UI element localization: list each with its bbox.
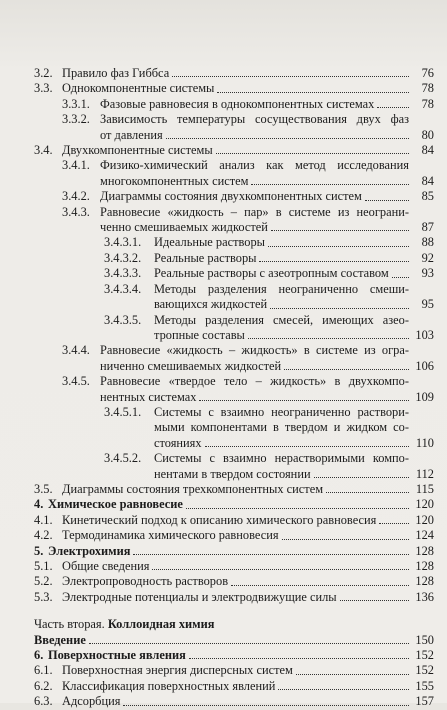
toc-title: Химическое равновесие (48, 497, 183, 512)
dot-leader (123, 705, 409, 706)
toc-page: 110 (415, 435, 434, 450)
toc-number: 3.4.3.4. (104, 281, 142, 296)
toc-title-line: нентами в твердом состоянии (154, 466, 311, 481)
toc-number: 3.3.1. (62, 96, 90, 111)
dot-leader (270, 308, 409, 309)
toc-title: Диаграммы состояния двухкомпонентных систем (100, 189, 362, 204)
toc-entry (34, 559, 434, 574)
toc-entry (34, 343, 434, 374)
dot-leader (231, 585, 409, 586)
part-title: Коллоидная химия (107, 617, 215, 632)
toc-chapter (34, 544, 434, 559)
toc-title-line: вающихся жидкостей (154, 297, 268, 312)
toc-number: 3.4.5.1. (104, 404, 142, 419)
toc-number: 3.4.5. (62, 374, 90, 389)
toc-entry (34, 266, 434, 281)
toc-title-line: ниченно смешиваемых жидкостей (100, 358, 282, 373)
toc-title-line: стояниях (154, 435, 202, 450)
toc-page: 155 (415, 678, 434, 693)
toc-page: 109 (415, 389, 434, 404)
toc-number: 3.3.2. (62, 112, 90, 127)
toc-number: 3.2. (34, 66, 53, 80)
toc-entry (34, 205, 434, 236)
toc-page: 112 (415, 466, 434, 481)
toc-number: 3.4.3.3. (104, 266, 142, 281)
toc-number: 3.3. (34, 81, 53, 96)
toc-number: 3.4.1. (62, 158, 90, 173)
dot-leader (377, 107, 409, 108)
toc-number: 3.4.2. (62, 189, 90, 204)
toc-title-line: Методы разделения смесей, имеющих азео- (154, 312, 409, 327)
dot-leader (89, 643, 409, 644)
dot-leader (365, 200, 409, 201)
toc-page: 136 (415, 589, 434, 604)
toc-entry (34, 235, 434, 250)
dot-leader (217, 92, 409, 93)
toc-page: 84 (421, 143, 434, 158)
toc-title: Однокомпонентные системы (62, 81, 215, 96)
toc-title-line: нентных системах (100, 389, 197, 404)
dot-leader (248, 338, 409, 339)
toc-entry (34, 66, 434, 81)
dot-leader (284, 369, 409, 370)
toc-title-line: тропные составы (154, 327, 245, 342)
toc-entry (34, 694, 434, 709)
toc-entry (34, 112, 434, 143)
toc-number: 5.3. (34, 589, 53, 604)
toc-entry (34, 143, 434, 158)
toc-entry (34, 189, 434, 204)
dot-leader (271, 230, 409, 231)
toc-title-line: Физико-химический анализ как метод исследования (100, 158, 409, 173)
toc-page: 87 (421, 220, 434, 235)
toc-page: 88 (421, 235, 434, 250)
toc-entry (34, 590, 434, 605)
toc-number: 3.4.3.2. (104, 250, 142, 265)
toc-title: Реальные растворы с азеотропным составом (154, 266, 389, 281)
toc-number: 4.1. (34, 512, 53, 527)
toc-page: 78 (421, 81, 434, 96)
toc-number: 5. (34, 543, 44, 558)
toc-page: 152 (415, 648, 434, 663)
toc-title: Кинетический подход к описанию химического равновесия (62, 512, 377, 527)
toc-title-line: многокомпонентных систем (100, 173, 249, 188)
toc-page: 150 (415, 632, 434, 647)
toc-number: 3.4.3. (62, 204, 90, 219)
toc-title-line: Равновесие «твердое тело – жидкость» в двухкомпо- (100, 374, 409, 389)
dot-leader (278, 689, 409, 690)
toc-title-line: от давления (100, 127, 163, 142)
toc-number: 6. (34, 648, 44, 663)
toc-chapter (34, 497, 434, 512)
toc-number: 3.4.4. (62, 343, 90, 358)
toc-part-heading (34, 617, 434, 632)
toc-page: 128 (415, 574, 434, 589)
toc-number: 3.4.3.5. (104, 312, 142, 327)
dot-leader (392, 277, 409, 278)
toc-title: Поверхностные явления (48, 648, 186, 663)
toc-title: Адсорбция (62, 694, 121, 709)
toc-chapter (34, 648, 434, 663)
toc-number: 3.4. (34, 143, 53, 158)
toc-page: 85 (421, 189, 434, 204)
toc-page: 115 (415, 481, 434, 496)
dot-leader (326, 492, 409, 493)
dot-leader (340, 600, 409, 601)
dot-leader (199, 400, 409, 401)
toc-page: 84 (421, 173, 434, 188)
toc-number: 3.4.5.2. (104, 451, 142, 466)
dot-leader (205, 446, 409, 447)
toc-number: 4.2. (34, 528, 53, 543)
toc-page: 93 (421, 266, 434, 281)
toc-page: 95 (421, 297, 434, 312)
dot-leader (216, 153, 409, 154)
toc-title: Электрохимия (48, 543, 131, 558)
dot-leader (268, 246, 409, 247)
toc-page: 152 (415, 663, 434, 678)
dot-leader (133, 554, 409, 555)
toc-title-line: Системы с взаимно нерастворимыми компо- (154, 451, 409, 466)
toc-page: 128 (415, 543, 434, 558)
toc-page: 120 (415, 497, 434, 512)
toc-title: Идеальные растворы (154, 235, 265, 250)
toc-page: 128 (415, 559, 434, 573)
toc-page: 106 (415, 358, 434, 373)
toc-title-line: Методы разделения неограниченно смеши- (154, 281, 409, 296)
dot-leader (189, 658, 409, 659)
toc-title: Фазовые равновесия в однокомпонентных системах (100, 96, 375, 111)
toc-number: 3.4.3.1. (104, 235, 142, 250)
toc-page: 80 (421, 127, 434, 142)
toc-title: Электродные потенциалы и электродвижущие силы (62, 589, 337, 604)
toc-page: 76 (421, 66, 434, 80)
dot-leader (166, 138, 409, 139)
toc-title: Термодинамика химического равновесия (62, 528, 279, 543)
toc-entry (34, 513, 434, 528)
toc-title: Электропроводность растворов (62, 574, 229, 589)
toc-number: 4. (34, 497, 44, 512)
dot-leader (314, 477, 409, 478)
toc-title-line: мыми компонентами в твердом и жидком со- (154, 420, 409, 435)
part-prefix: Часть вторая. (34, 617, 105, 632)
dot-leader (152, 569, 409, 570)
toc-entry (34, 81, 434, 96)
toc-title-line: ченно смешиваемых жидкостей (100, 220, 268, 235)
toc-number: 5.2. (34, 574, 53, 589)
toc-number: 6.3. (34, 694, 53, 709)
toc-title: Диаграммы состояния трехкомпонентных систем (62, 481, 324, 496)
toc-entry (34, 97, 434, 112)
toc-entry (34, 482, 434, 497)
toc-page: 124 (415, 528, 434, 543)
toc-page: 92 (421, 250, 434, 265)
toc-title-line: Зависимость температуры сосуществования двух фаз (100, 112, 409, 127)
toc-entry (34, 374, 434, 405)
toc-title: Реальные растворы (154, 250, 257, 265)
toc-page: 103 (415, 327, 434, 342)
toc-number: 3.5. (34, 481, 53, 496)
toc-entry (34, 528, 434, 543)
dot-leader (282, 539, 409, 540)
dot-leader (251, 184, 409, 185)
toc-entry (34, 251, 434, 266)
toc-entry (34, 158, 434, 189)
toc-title: Общие сведения (62, 559, 150, 573)
dot-leader (172, 76, 409, 77)
toc-title: Классификация поверхностных явлений (62, 678, 276, 693)
toc-page: 157 (415, 694, 434, 709)
toc-title-line: Равновесие «жидкость – жидкость» в системе из огра- (100, 343, 409, 358)
toc-page: 78 (421, 96, 434, 111)
toc-entry (34, 405, 434, 451)
toc-title: Введение (34, 632, 86, 647)
toc-entry (34, 282, 434, 313)
toc-number: 6.1. (34, 663, 53, 678)
toc-entry (34, 679, 434, 694)
dot-leader (186, 508, 409, 509)
toc-entry (34, 663, 434, 678)
toc-title: Правило фаз Гиббса (62, 66, 170, 80)
toc-title-line: Равновесие «жидкость – пар» в системе из неограни- (100, 204, 409, 219)
toc-title-line: Системы с взаимно неограниченно раствори- (154, 404, 409, 419)
table-of-contents (34, 66, 434, 710)
toc-number: 6.2. (34, 678, 53, 693)
toc-chapter (34, 633, 434, 648)
dot-leader (296, 674, 409, 675)
dot-leader (379, 523, 409, 524)
toc-title: Двухкомпонентные системы (62, 143, 213, 158)
toc-entry (34, 451, 434, 482)
toc-number: 5.1. (34, 559, 53, 573)
dot-leader (259, 261, 409, 262)
toc-entry (34, 313, 434, 344)
toc-entry (34, 574, 434, 589)
toc-page: 120 (415, 512, 434, 527)
toc-title: Поверхностная энергия дисперсных систем (62, 663, 293, 678)
